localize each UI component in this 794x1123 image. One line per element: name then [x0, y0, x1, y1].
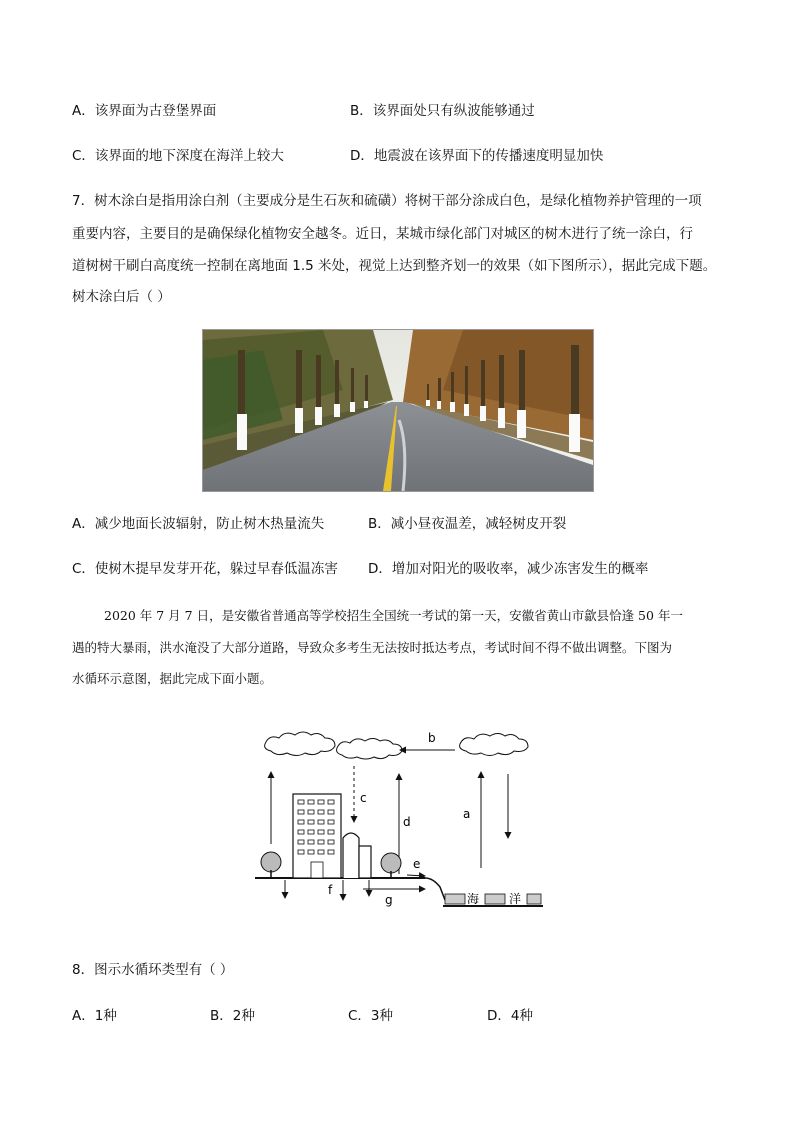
passage-line-2: 遇的特大暴雨，洪水淹没了大部分道路，导致众多考生无法按时抵达考点，考试时间不得不做出调整。下图为 [72, 640, 673, 655]
label-b: b [428, 731, 436, 745]
road-trees-photo [202, 329, 594, 492]
q7-stem-line-2: 重要内容，主要目的是确保绿化植物安全越冬。近日，某城市绿化部门对城区的树木进行了统一涂白，行 [72, 226, 693, 242]
q6-option-c: C．该界面的地下深度在海洋上较大 [72, 148, 284, 164]
q8-option-a: A．1种 [72, 1008, 117, 1024]
passage-line-3: 水循环示意图，据此完成下面小题。 [72, 671, 273, 686]
cloud-right [460, 734, 528, 756]
q8-option-d: D．4种 [487, 1008, 533, 1024]
q7-option-b: B．减小昼夜温差，减轻树皮开裂 [368, 516, 567, 532]
q6-option-d: D．地震波在该界面下的传播速度明显加快 [350, 148, 604, 164]
q6-option-a: A．该界面为古登堡界面 [72, 103, 217, 119]
tree-left-icon [261, 852, 281, 878]
q8-option-c: C．3种 [348, 1008, 394, 1024]
q7-option-d: D．增加对阳光的吸收率，减少冻害发生的概率 [368, 561, 649, 577]
q7-option-a: A．减少地面长波辐射，防止树木热量流失 [72, 516, 325, 532]
label-e: e [413, 857, 421, 871]
q6-option-b: B．该界面处只有纵波能够通过 [350, 103, 535, 119]
label-d: d [403, 815, 411, 829]
passage-line-1: 2020 年 7 月 7 日，是安徽省普通高等学校招生全国统一考试的第一天，安徽省黄山市歙县恰逢 50 年一 [104, 608, 683, 623]
q8-stem: 8．图示水循环类型有（ ） [72, 962, 234, 978]
sea-label-1: 海 [467, 892, 480, 906]
water-cycle-diagram [255, 722, 545, 914]
q7-stem-line-4: 树木涂白后（ ） [72, 289, 171, 305]
label-a: a [463, 807, 471, 821]
label-f: f [328, 883, 333, 897]
q7-stem-line-3: 道树树干刷白高度统一控制在离地面 1.5 米处，视觉上达到整齐划一的效果（如下图所示），据此完成下题。 [72, 258, 717, 274]
q8-option-b: B．2种 [210, 1008, 255, 1024]
sea-label-2: 洋 [509, 892, 522, 906]
label-c: c [360, 791, 367, 805]
tree-right-icon [381, 853, 401, 878]
cloud-left [265, 732, 335, 756]
label-g: g [385, 893, 393, 907]
cloud-middle [337, 739, 402, 760]
q7-stem-line-1: 7．树木涂白是指用涂白剂（主要成分是生石灰和硫磺）将树干部分涂成白色，是绿化植物养护管理的一项 [72, 193, 702, 209]
q7-option-c: C．使树木提早发芽开花，躲过早春低温冻害 [72, 561, 338, 577]
